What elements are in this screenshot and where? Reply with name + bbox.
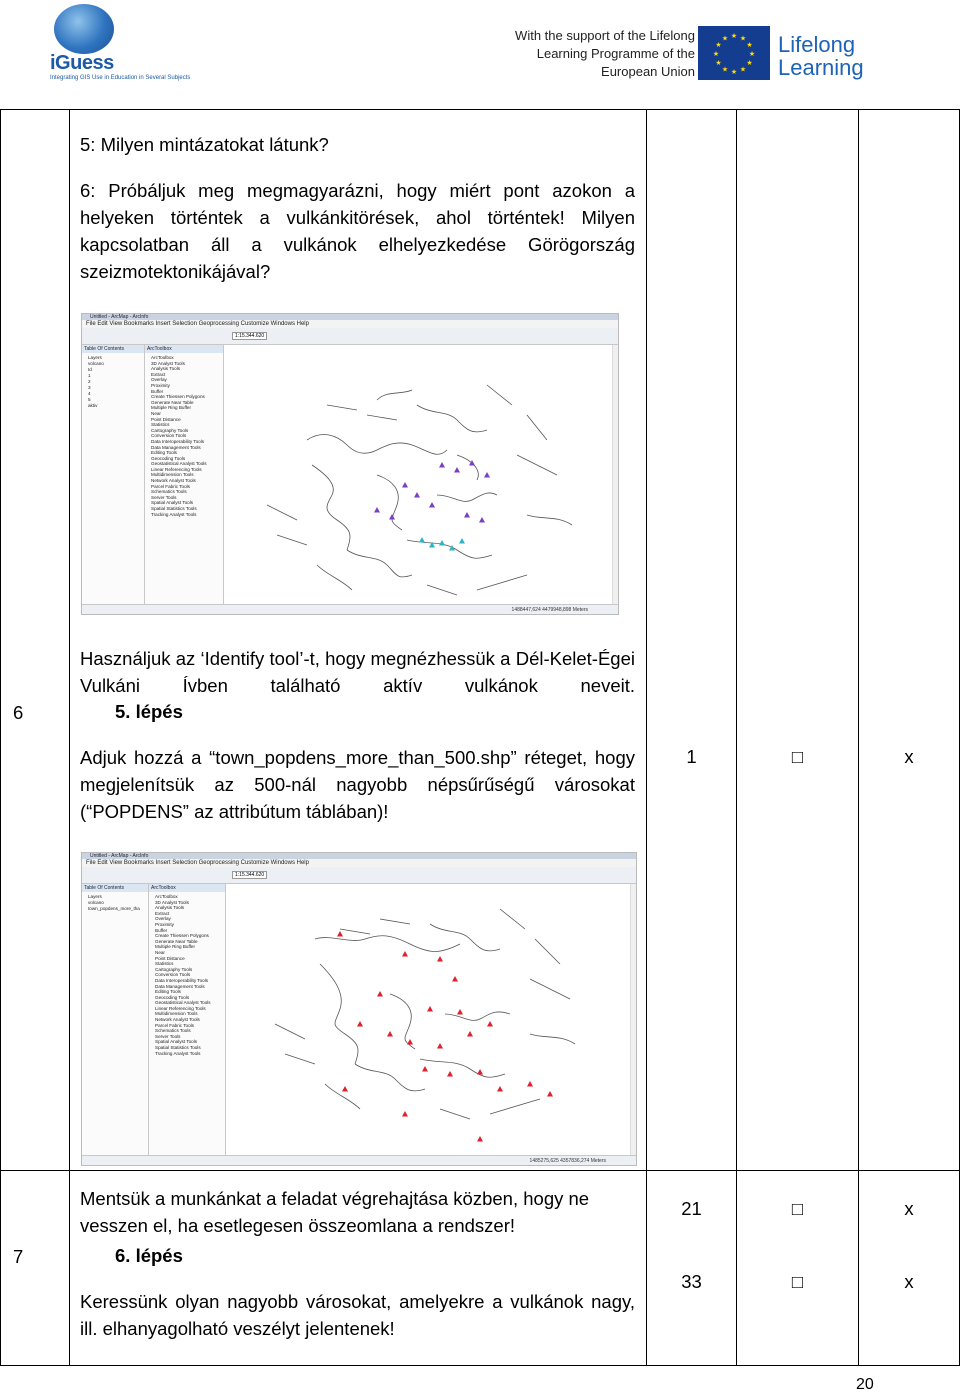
toolbox-item[interactable]: Server Tools [155, 1033, 181, 1039]
toolbox-item[interactable]: Spatial Analyst Tools [151, 500, 194, 506]
town-marker [457, 1009, 463, 1015]
toolbox-item[interactable]: Overlay [155, 916, 171, 922]
step-5-instruction: Adjuk hozzá a “town_popdens_more_than_500.shp” réteget, hogy megjelenítsük az 500-nál nagyobb népsűrűségű városokat (“POPDENS” az attribútum táblában)! [80, 747, 635, 822]
toolbox-item[interactable]: Tracking Analyst Tools [155, 1050, 201, 1056]
active-volcano-marker [459, 538, 465, 544]
checkbox-row-6[interactable]: □ [791, 746, 804, 767]
svg-text:★: ★ [721, 34, 729, 43]
toolbox-item[interactable]: Conversion Tools [151, 433, 187, 439]
town-marker [342, 1086, 348, 1092]
toolbox-item[interactable]: Multidimension Tools [155, 1011, 198, 1017]
mark-row-7a: x [904, 1198, 914, 1219]
eu-flag-icon [698, 26, 770, 80]
town-marker [357, 1021, 363, 1027]
town-marker [527, 1081, 533, 1087]
menu-bar: File Edit View Bookmarks Insert Selection Geoprocessing Customize Windows Help [82, 859, 636, 867]
active-volcano-marker [419, 537, 425, 543]
toc-item[interactable]: 5 [88, 397, 91, 402]
step-6-heading: 6. lépés [115, 1245, 183, 1266]
town-marker [477, 1136, 483, 1142]
toc-item[interactable]: volcano [88, 900, 104, 905]
svg-text:★: ★ [715, 59, 722, 67]
toolbox-item[interactable]: Point Distance [155, 955, 185, 961]
col-border-4 [858, 109, 859, 1366]
toolbox-item[interactable]: Geocoding Tools [151, 455, 186, 461]
toolbox-item[interactable]: Point Distance [151, 416, 181, 422]
points-row-7a: 21 [681, 1198, 702, 1219]
toolbox-item[interactable]: Proximity [151, 382, 170, 388]
mark-row-6: x [904, 746, 914, 767]
toolbox-list [145, 353, 223, 517]
toc-item[interactable]: 4 [88, 391, 91, 396]
toc-item[interactable]: town_popdens_more_tha [88, 906, 140, 911]
coordinates-readout: 1488447,624 4479948,898 Meters [511, 607, 588, 613]
toolbox-item[interactable]: Overlay [151, 377, 167, 383]
toolbox-item[interactable]: Proximity [155, 921, 174, 927]
toolbox-item[interactable]: Multiple Ring Buffer [151, 405, 192, 411]
toolbar [82, 867, 636, 884]
toolbox-item[interactable]: Create Thiessen Polygons [155, 933, 209, 939]
globe-icon [54, 4, 114, 54]
step-5-heading: 5. lépés [115, 701, 183, 722]
toolbox-item[interactable]: Analysis Tools [155, 905, 185, 911]
toolbox-item[interactable]: Schematics Tools [151, 489, 187, 495]
table-of-contents-panel [82, 884, 149, 1155]
menu-bar: File Edit View Bookmarks Insert Selection Geoprocessing Customize Windows Help [82, 320, 618, 328]
volcano-marker [389, 514, 395, 520]
svg-text:★: ★ [721, 65, 729, 74]
toolbox-item[interactable]: Network Analyst Tools [151, 478, 196, 484]
toolbox-item[interactable]: Data Interoperability Tools [155, 977, 209, 983]
greece-map-towns [230, 884, 630, 1155]
toolbox-item[interactable]: Server Tools [151, 494, 177, 500]
toolbox-item[interactable]: Statistics [151, 422, 170, 428]
volcano-marker [479, 517, 485, 523]
col-border-1 [69, 109, 70, 1366]
active-volcano-marker [439, 540, 445, 546]
col-border-2 [646, 109, 647, 1366]
volcano-marker [439, 462, 445, 468]
toolbox-item[interactable]: Statistics [155, 961, 174, 967]
toc-title: Table Of Contents [82, 884, 148, 892]
table-of-contents-panel [82, 345, 145, 604]
volcano-marker [469, 460, 475, 466]
toolbox-item[interactable]: Multidimension Tools [151, 472, 194, 478]
col-border-left [0, 109, 1, 1366]
arcmap-screenshot-2 [81, 852, 637, 1166]
toolbox-item[interactable]: 3D Analyst Tools [155, 899, 189, 905]
volcano-marker [414, 492, 420, 498]
toolbox-item[interactable]: Linear Referencing Tools [151, 466, 202, 472]
toolbox-item[interactable]: Cartography Tools [151, 427, 189, 433]
toolbox-item[interactable]: Extract [155, 910, 170, 916]
town-marker [437, 956, 443, 962]
toolbox-item[interactable]: Data Management Tools [155, 983, 205, 989]
toolbox-item[interactable]: Editing Tools [155, 989, 181, 995]
eu-support-text: With the support of the Lifelong Learning Programme of the European Union [515, 28, 695, 79]
toolbox-item[interactable]: Geostatistical Analyst Tools [155, 1000, 211, 1006]
window-titlebar: Untitled - ArcMap - ArcInfo [82, 314, 618, 320]
toolbox-item[interactable]: Parcel Fabric Tools [155, 1022, 194, 1028]
toc-title: Table Of Contents [82, 345, 144, 353]
toc-list [82, 353, 144, 409]
toolbox-item[interactable]: Generate Near Table [155, 938, 198, 944]
volcano-marker [454, 467, 460, 473]
toolbox-title: ArcToolbox [149, 884, 225, 892]
toolbox-item[interactable]: Spatial Statistics Tools [155, 1045, 201, 1051]
toolbox-item[interactable]: Parcel Fabric Tools [151, 483, 190, 489]
points-row-7b: 33 [681, 1271, 702, 1292]
toc-item[interactable]: Layers [88, 894, 102, 899]
logo-tagline: Integrating GIS Use in Education in Several Subjects [50, 75, 191, 81]
svg-text:★: ★ [746, 41, 753, 49]
town-marker [427, 1006, 433, 1012]
question-5: 5: Milyen mintázatokat látunk? [80, 134, 329, 155]
town-marker [477, 1069, 483, 1075]
toolbox-item[interactable]: Geocoding Tools [155, 994, 190, 1000]
svg-text:★: ★ [746, 59, 753, 67]
volcano-marker [374, 507, 380, 513]
toolbox-item[interactable]: Generate Near Table [151, 399, 194, 405]
toolbox-item[interactable]: Tracking Analyst Tools [151, 511, 197, 517]
toolbox-item[interactable]: Data Interoperability Tools [151, 438, 205, 444]
status-bar [82, 604, 618, 614]
toolbox-item[interactable]: Multiple Ring Buffer [155, 944, 196, 950]
town-marker [402, 951, 408, 957]
toolbox-item[interactable]: Linear Referencing Tools [155, 1005, 206, 1011]
iguess-logo [48, 4, 191, 82]
lifelong-learning-logo [778, 33, 868, 79]
town-marker [437, 1043, 443, 1049]
scale-box: 1:15.344.620 [232, 332, 267, 340]
coordinates-readout: 1485275,625 4357836,274 Meters [529, 1158, 606, 1164]
points-row-6: 1 [686, 746, 697, 767]
toc-item[interactable]: aktiv [88, 403, 98, 408]
map-scrollbar[interactable] [630, 884, 636, 1155]
toolbox-item[interactable]: Spatial Analyst Tools [155, 1039, 198, 1045]
toolbox-item[interactable]: Conversion Tools [155, 972, 191, 978]
logo-name: iGuess [50, 52, 114, 74]
row-number-7: 7 [13, 1246, 24, 1267]
toolbox-title: ArcToolbox [145, 345, 223, 353]
volcano-points [374, 460, 490, 551]
status-bar [82, 1155, 636, 1165]
toolbox-item[interactable]: Cartography Tools [155, 966, 193, 972]
active-volcano-marker [449, 545, 455, 551]
map-scrollbar[interactable] [612, 345, 618, 604]
toolbox-item[interactable]: Near [155, 949, 165, 955]
table-bottom-border [0, 1365, 960, 1366]
toolbox-item[interactable]: Spatial Statistics Tools [151, 506, 197, 512]
question-6: 6: Próbáljuk meg megmagyarázni, hogy miért pont azokon a helyeken történtek a vulkánkitörések, ahol történtek! Milyen kapcsolatban áll a vulkánok elhelyezkedése Görögország szeizmotektonikájával? [80, 180, 635, 282]
toolbox-item[interactable]: ArcToolbox [151, 355, 174, 360]
step-6-instruction: Keressünk olyan nagyobb városokat, amelyekre a vulkánok nagy, ill. elhanyagolható veszélyt jelentenek! [80, 1291, 635, 1339]
town-marker [422, 1066, 428, 1072]
toc-item[interactable]: 2 [88, 379, 91, 384]
toolbox-item[interactable]: Extract [151, 371, 166, 377]
town-points [337, 931, 553, 1142]
toolbox-item[interactable]: Create Thiessen Polygons [151, 394, 205, 400]
town-marker [487, 1021, 493, 1027]
toc-list [82, 892, 148, 912]
toc-item[interactable]: Id [88, 367, 92, 372]
volcano-marker [464, 512, 470, 518]
town-marker [452, 976, 458, 982]
toolbox-item[interactable]: Schematics Tools [155, 1028, 191, 1034]
identify-instruction: Használjuk az ‘Identify tool’-t, hogy megnézhessük a Dél-Kelet-Égei Vulkáni Ívben található aktív vulkánok neveit. [80, 648, 635, 696]
row-number-6: 6 [13, 702, 24, 723]
programme-name: Lifelong Learning [778, 32, 864, 80]
toc-item[interactable]: 3 [88, 385, 91, 390]
svg-text:★: ★ [730, 32, 738, 40]
svg-text:★: ★ [715, 41, 722, 49]
row-divider [0, 1170, 960, 1171]
page-number: 20 [856, 1376, 874, 1393]
svg-text:★: ★ [730, 68, 738, 76]
toc-item[interactable]: 1 [88, 373, 91, 378]
save-work-instruction: Mentsük a munkánkat a feladat végrehajtása közben, hogy ne vesszen el, ha esetlegesen összeomlana a rendszer! [80, 1188, 590, 1236]
checkbox-row-7b[interactable]: □ [791, 1271, 804, 1292]
table-top-border [0, 109, 960, 110]
town-marker [497, 1086, 503, 1092]
svg-text:★: ★ [739, 34, 747, 43]
town-marker [377, 991, 383, 997]
toc-item[interactable]: volcano [88, 361, 104, 366]
toolbox-item[interactable]: Geostatistical Analyst Tools [151, 461, 207, 467]
toolbox-list [149, 892, 225, 1056]
arctoolbox-panel [145, 345, 224, 604]
toolbox-item[interactable]: Network Analyst Tools [155, 1017, 200, 1023]
col-border-3 [736, 109, 737, 1366]
toolbox-item[interactable]: ArcToolbox [155, 894, 178, 899]
svg-text:★: ★ [739, 65, 747, 74]
town-marker [467, 1031, 473, 1037]
svg-text:★: ★ [712, 50, 720, 58]
mark-row-7b: x [904, 1271, 914, 1292]
svg-text:★: ★ [748, 50, 756, 58]
window-titlebar: Untitled - ArcMap - ArcInfo [82, 853, 636, 859]
town-marker [337, 931, 343, 937]
toolbox-item[interactable]: 3D Analyst Tools [151, 360, 185, 366]
toolbox-item[interactable]: Data Management Tools [151, 444, 201, 450]
toolbox-item[interactable]: Buffer [151, 388, 164, 394]
town-marker [407, 1039, 413, 1045]
town-marker [447, 1071, 453, 1077]
volcano-marker [402, 482, 408, 488]
volcano-marker [484, 472, 490, 478]
town-marker [402, 1111, 408, 1117]
toolbox-item[interactable]: Analysis Tools [151, 366, 181, 372]
toolbox-item[interactable]: Buffer [155, 927, 168, 933]
toolbar [82, 328, 618, 345]
toolbox-item[interactable]: Editing Tools [151, 450, 177, 456]
volcano-marker [429, 502, 435, 508]
toc-item[interactable]: Layers [88, 355, 102, 360]
checkbox-row-7a[interactable]: □ [791, 1198, 804, 1219]
town-marker [387, 1031, 393, 1037]
arcmap-screenshot-1 [81, 313, 619, 615]
arctoolbox-panel [149, 884, 226, 1155]
toolbox-item[interactable]: Near [151, 410, 161, 416]
town-marker [547, 1091, 553, 1097]
scale-box: 1:15.344.620 [232, 871, 267, 879]
greece-map-volcanoes [227, 345, 612, 604]
